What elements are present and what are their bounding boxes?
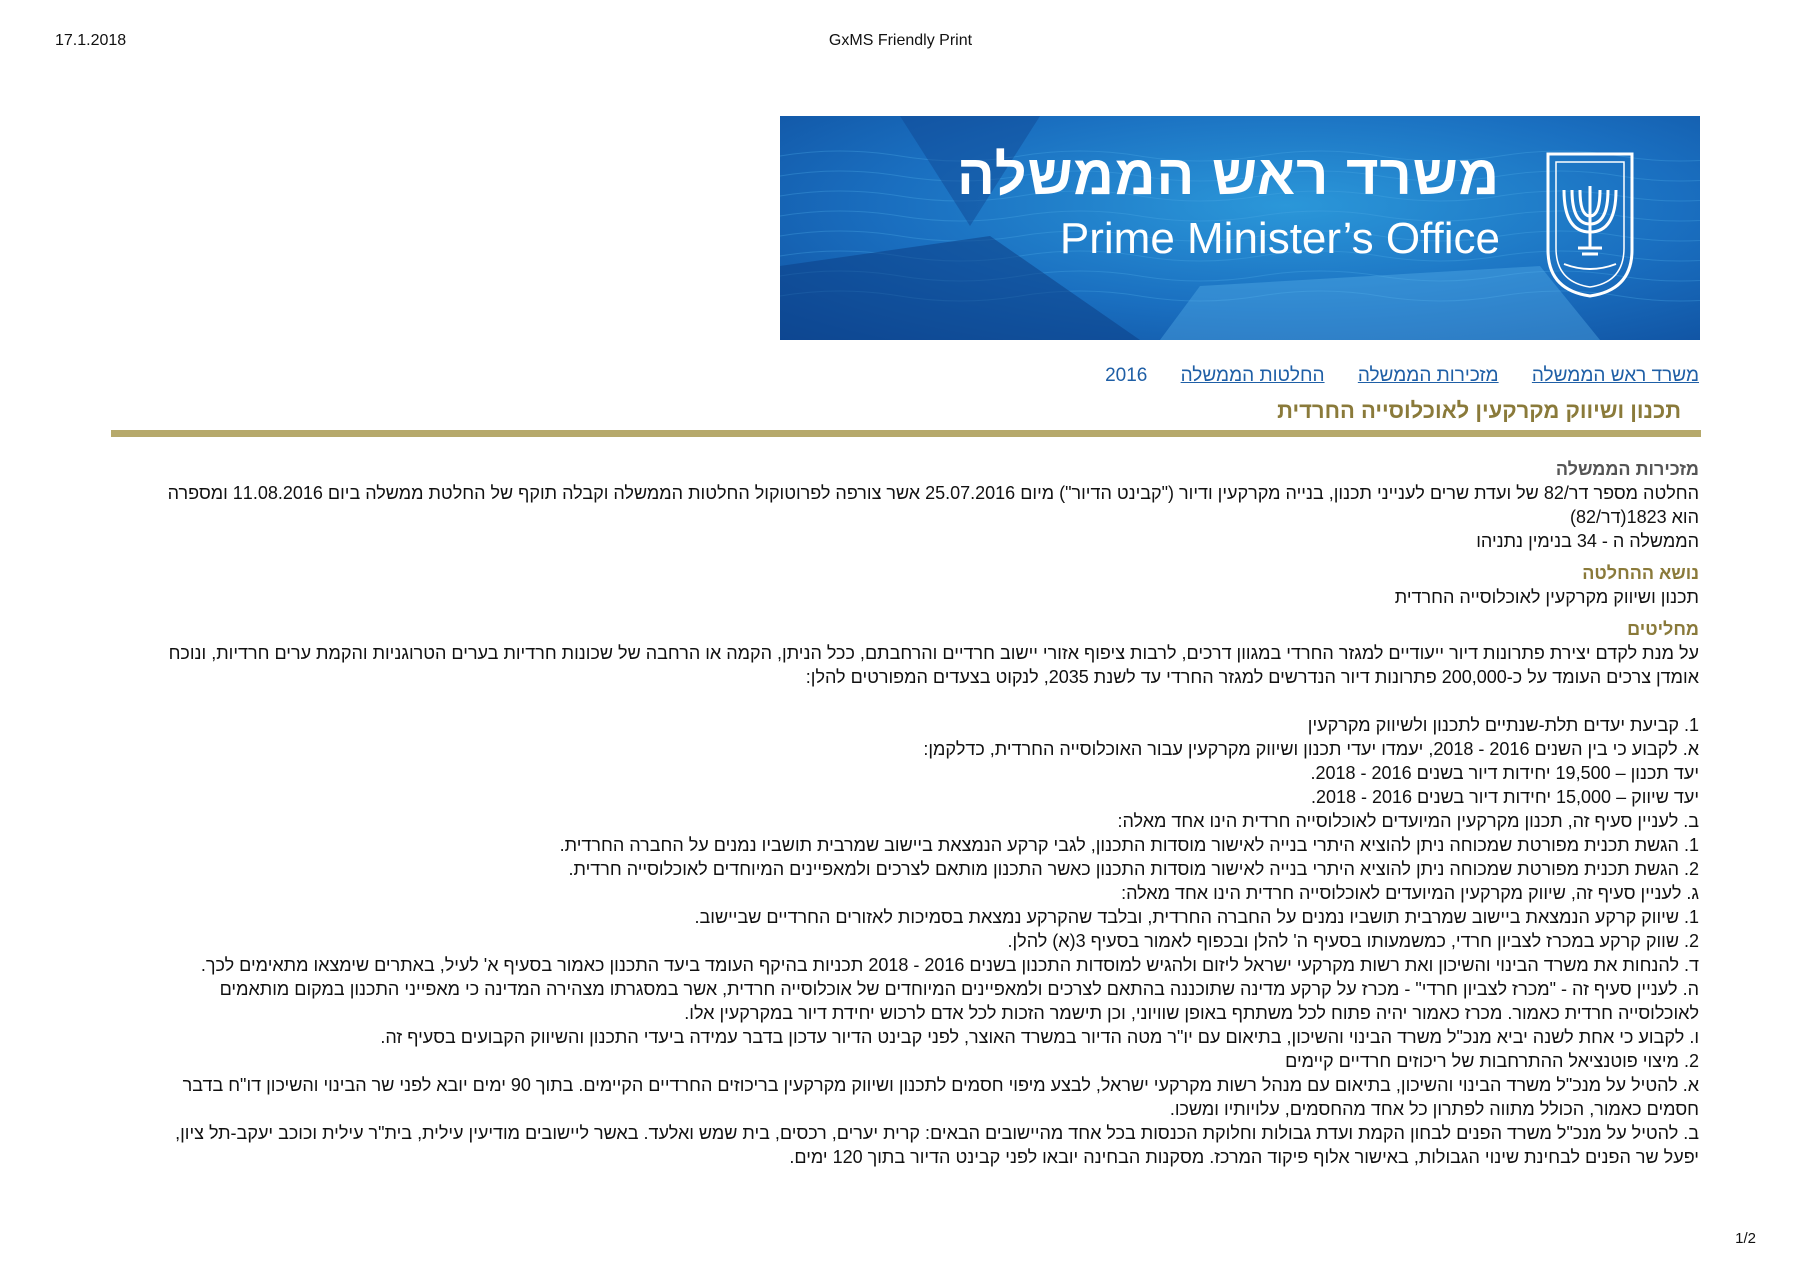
print-title: GxMS Friendly Print [828,32,973,49]
section-heading-secretariat: מזכירות הממשלה [1555,459,1699,479]
clause-item: יעד תכנון – 19,500 יחידות דיור בשנים 2016 - 2018. [1310,763,1699,783]
clause-item: 2. הגשת תכנית מפורטת שמכוחה ניתן להוציא היתרי בנייה לאישור מוסדות התכנון כאשר התכנון מותאם לצרכים ולמאפיינים המיוחדים לאוכלוסייה חרדית. [568,859,1699,879]
resolutions-intro: על מנת לקדם יצירת פתרונות דיור ייעודיים למגזר החרדי במגוון דרכים, לרבות ציפוף אזורי יישוב חרדיים והרחבתם, ככל הניתן, הקמה או הרחבה של שכונות חרדיות בערים הטרוגניות והקמת ערים חרדיות, ונוכח אומדן צרכים העומד על כ-200,000 פתרונות דיור הנדרשים למגזר החרדי עד לשנת 2035, לנקוט בצעדים המפורטים להלן: [168,643,1699,687]
clause-item: ה. לעניין סעיף זה - "מכרז לצביון חרדי" - מכרז על קרקע מדינה שתוכננה בהתאם לצרכים ולמאפיינים המיוחדים של אוכלוסייה חרדית, אשר במסגרתו מצהירה המדינה כי מאפייני התכנון במקום מותאמים לאוכלוסייה חרדית כאמור. מכרז כאמור יהיה פתוח לכל משתתף באופן שוויוני, וכן תישמר הזכות לכל אדם לרכוש יחידת דיור במקרקעין אלו. [219,979,1699,1023]
page-number: 1/2 [1735,1230,1756,1247]
clause-item: ב. לעניין סעיף זה, תכנון מקרקעין המיועדים לאוכלוסייה חרדית הינו אחד מאלה: [1117,811,1699,831]
clause-item: א. להטיל על מנכ"ל משרד הבינוי והשיכון, בתיאום עם מנהל רשות מקרקעי ישראל, לבצע מיפוי חסמים לתכנון ושיווק מקרקעין בריכוזים החרדיים הקיימים. בתוך 90 ימים יובא לפני שר הבינוי והשיכון דו"ח בדבר חסמים כאמור, הכולל מתווה לפתרון כל אחד מהחסמים, עלויותיו ומשכו. [182,1075,1699,1119]
clause-item: 1. הגשת תכנית מפורטת שמכוחה ניתן להוציא היתרי בנייה לאישור מוסדות התכנון, לגבי קרקע הנמצאת ביישוב שמרבית תושביו נמנים על החברה החרדית. [559,835,1699,855]
breadcrumb-secretariat-link[interactable]: מזכירות הממשלה [1357,365,1499,386]
clause-item: 2. מיצוי פוטנציאל ההתרחבות של ריכוזים חרדיים קיימים [1285,1051,1699,1071]
clause-item: יעד שיווק – 15,000 יחידות דיור בשנים 2016 - 2018. [1310,787,1699,807]
banner-hebrew-title: משרד ראש הממשלה [956,143,1500,206]
print-date: 17.1.2018 [55,32,127,49]
decision-content [140,457,1699,1169]
breadcrumb-pmo-link[interactable]: משרד ראש הממשלה [1531,365,1699,386]
section-heading-subject: נושא ההחלטה [1582,563,1699,583]
breadcrumb [1105,365,1699,387]
breadcrumb-decisions-link[interactable]: החלטות הממשלה [1180,365,1325,386]
subject-text: תכנון ושיווק מקרקעין לאוכלוסייה החרדית [1394,587,1699,607]
banner-english-title: Prime Minister’s Office [1059,214,1500,263]
blank-line [140,689,1699,713]
pmo-banner [780,116,1700,340]
clause-item: א. לקבוע כי בין השנים 2016 - 2018, יעמדו יעדי תכנון ושיווק מקרקעין עבור האוכלוסייה החרדית, כדלקמן: [923,739,1699,759]
clause-item: 1. שיווק קרקע הנמצאת ביישוב שמרבית תושביו נמנים על החברה החרדית, ובלבד שהקרקע נמצאת בסמיכות לאזורים החרדיים שביישוב. [694,907,1699,927]
section-heading-resolutions: מחליטים [1627,619,1699,639]
clause-item: ד. להנחות את משרד הבינוי והשיכון ואת רשות מקרקעי ישראל ליזום ולהגיש למוסדות התכנון בשנים 2016 - 2018 תכניות בהיקף העומד ביעד התכנון כאמור בסעיף א' לעיל, באתרים שימצאו מתאימים לכך. [200,955,1699,975]
clause-item: ו. לקבוע כי אחת לשנה יביא מנכ"ל משרד הבינוי והשיכון, בתיאום עם יו"ר מטה הדיור במשרד האוצר, לפני קבינט הדיור עדכון בדבר עמידה ביעדי התכנון והשיווק הקבועים בסעיף זה. [380,1027,1699,1047]
breadcrumb-year: 2016 [1105,365,1148,386]
clause-item: ב. להטיל על מנכ"ל משרד הפנים לבחון הקמת ועדת גבולות וחלוקת הכנסות בכל אחד מהיישובים הבאים: קרית יערים, רכסים, בית שמש ואלעד. באשר ליישובים מודיעין עילית, בית"ר עילית וכוכב יעקב-תל ציון, יפעל שר הפנים לבחינת שינוי הגבולות, באישור אלוף פיקוד המרכז. מסקנות הבחינה יובאו לפני קבינט הדיור בתוך 120 ימים. [175,1123,1699,1167]
clause-item: 2. שווק קרקע במכרז לצביון חרדי, כמשמעותו בסעיף ה' להלן ובכפוף לאמור בסעיף 3(א) להלן. [1007,931,1699,951]
clause-item: 1. קביעת יעדים תלת-שנתיים לתכנון ולשיווק מקרקעין [1307,715,1699,735]
page-title: תכנון ושיווק מקרקעין לאוכלוסייה החרדית [1277,398,1681,423]
title-divider [111,430,1701,437]
state-emblem-icon [1542,150,1638,298]
clause-item: ג. לעניין סעיף זה, שיווק מקרקעין המיועדים לאוכלוסייה חרדית הינו אחד מאלה: [1121,883,1699,903]
decision-number-text: החלטה מספר דר/82 של ועדת שרים לענייני תכנון, בנייה מקרקעין ודיור ("קבינט הדיור") מיום 25.07.2016 אשר צורפה לפרוטוקול החלטות הממשלה וקבלה תוקף של החלטת ממשלה ביום 11.08.2016 ומספרה הוא 1823(דר/82) [167,483,1699,527]
government-text: הממשלה ה - 34 בנימין נתניהו [1476,531,1699,551]
